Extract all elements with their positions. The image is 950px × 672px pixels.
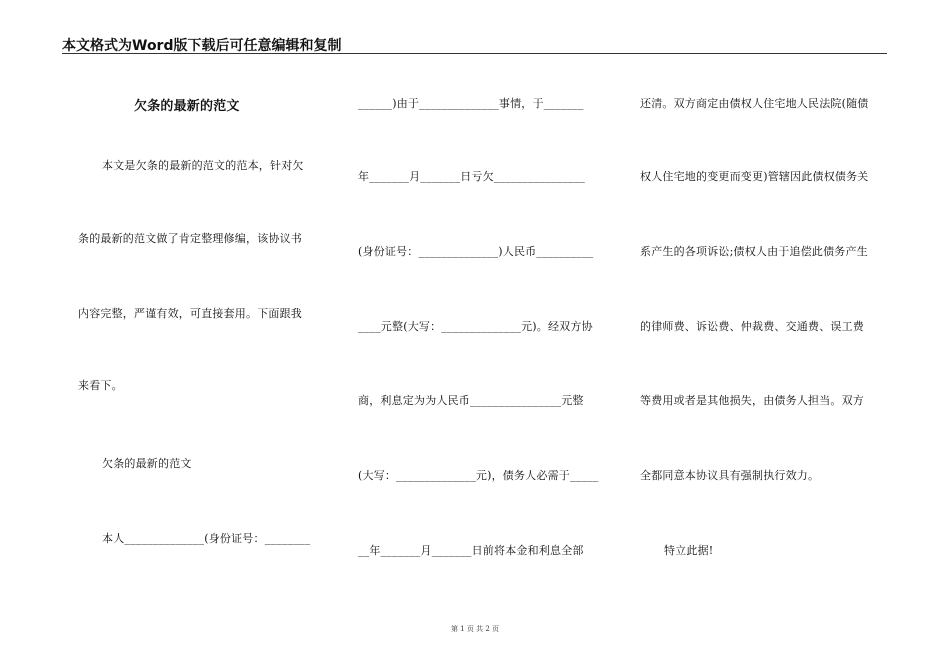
paragraph-line: 本人______________(身份证号：________ [102, 532, 311, 545]
section-heading: 欠条的最新的范文 [102, 457, 192, 470]
paragraph-line: 来看下。 [78, 379, 123, 392]
paragraph-line: 权人住宅地的变更而变更)管辖因此债权债务关 [640, 170, 869, 183]
paragraph-line: 商，利息定为为人民币________________元整 [358, 394, 584, 407]
paragraph-line: (身份证号：______________)人民币__________ [358, 245, 594, 258]
paragraph-line: 年_______月_______日亏欠________________ [358, 170, 585, 183]
page-footer: 第 1 页 共 2 页 [450, 625, 500, 633]
paragraph-line: 内容完整，严谨有效，可直接套用。下面跟我 [78, 307, 302, 320]
paragraph-line: 本文是欠条的最新的范文的范本，针对欠 [102, 159, 304, 172]
document-header [62, 33, 887, 54]
paragraph-line: 系产生的各项诉讼;债权人由于追偿此债务产生 [640, 245, 868, 258]
document-title: 欠条的最新的范文 [134, 99, 240, 114]
paragraph-line: 的律师费、诉讼费、仲裁费、交通费、误工费 [640, 320, 864, 333]
paragraph-line: (大写：______________元)，债务人必需于_____ [358, 469, 599, 482]
closing-line: 特立此据! [664, 544, 714, 557]
paragraph-line: 全都同意本协议具有强制执行效力。 [640, 469, 820, 482]
paragraph-line: ____元整(大写：______________元)。经双方协 [358, 320, 593, 333]
paragraph-line: ______)由于______________事情，于_______ [358, 97, 584, 110]
paragraph-line: 还清。双方商定由债权人住宅地人民法院(随债 [640, 97, 869, 110]
paragraph-line: 等费用或者是其他损失，由债务人担当。双方 [640, 394, 864, 407]
paragraph-line: __年_______月_______日前将本金和利息全部 [358, 544, 584, 557]
paragraph-line: 条的最新的范文做了肯定整理修编，该协议书 [78, 232, 302, 245]
header-title: 本文格式为Word版下载后可任意编辑和复制 [62, 38, 342, 54]
